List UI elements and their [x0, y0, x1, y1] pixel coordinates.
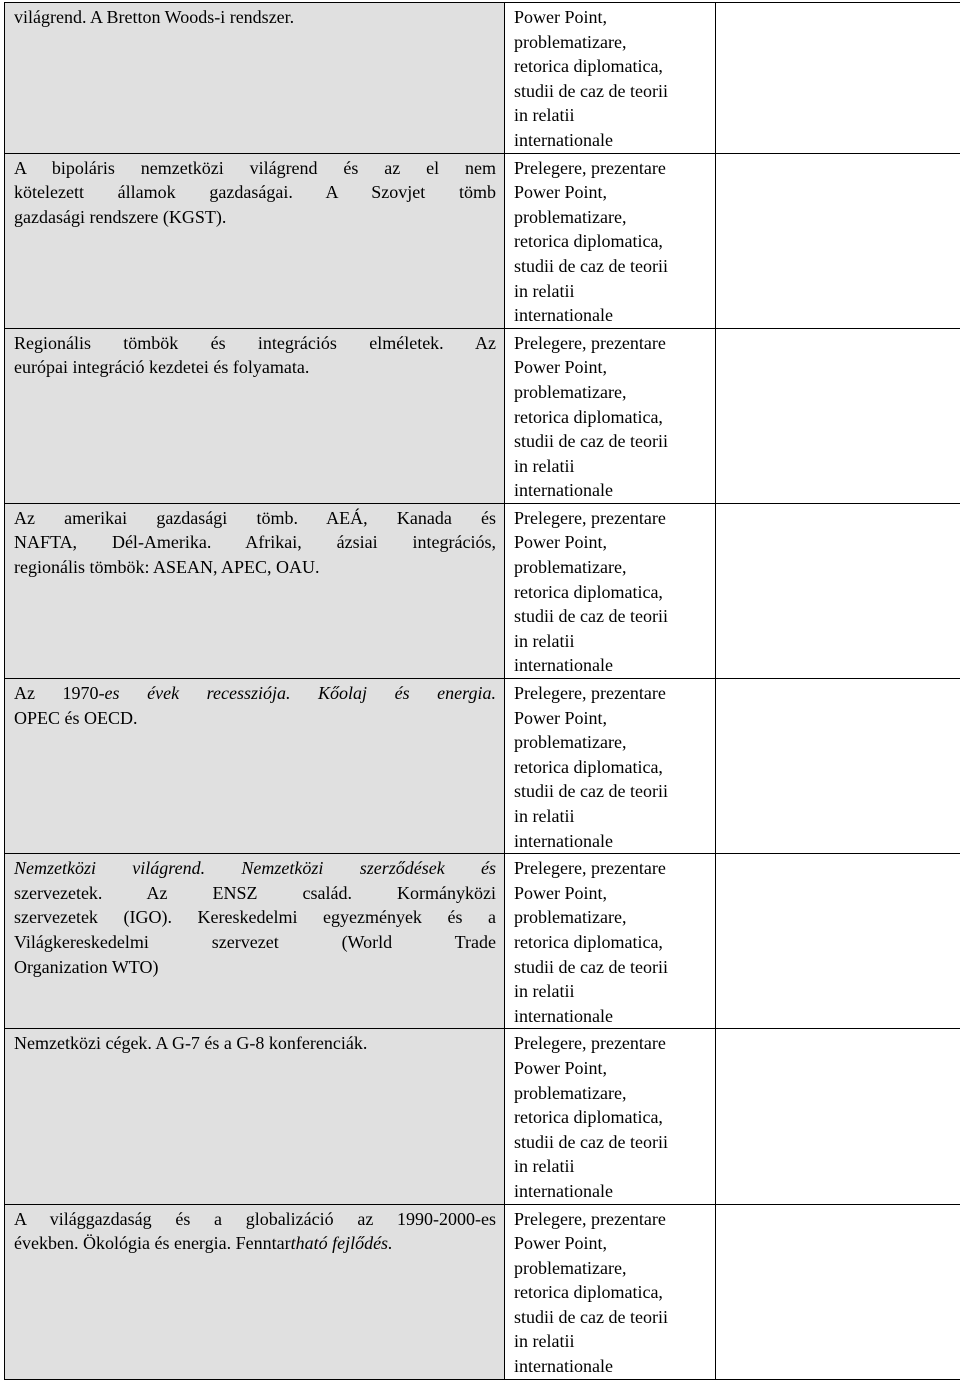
topic-cell	[5, 328, 505, 503]
method-line: in relatii	[514, 1329, 707, 1354]
method-line: studii de caz de teorii	[514, 1130, 707, 1155]
method-line: Power Point,	[514, 530, 707, 555]
method-line: retorica diplomatica,	[514, 405, 707, 430]
empty-cell	[716, 1029, 960, 1204]
topic-text: szervezetek. Az ENSZ család. Kormányközi	[14, 883, 496, 903]
empty-cell	[716, 1204, 960, 1379]
table-row	[5, 3, 960, 154]
table-row	[5, 1204, 960, 1379]
topic-line	[14, 205, 496, 230]
topic-line	[14, 555, 496, 580]
topic-text: A világgazdaság és a globalizáció az 1990-2000-es	[14, 1209, 496, 1229]
method-line: internationale	[514, 1179, 707, 1204]
topic-text: Organization WTO)	[14, 957, 158, 977]
method-line: studii de caz de teorii	[514, 254, 707, 279]
topic-line	[14, 1231, 496, 1256]
table-row	[5, 679, 960, 854]
course-table-body	[5, 3, 960, 1380]
method-line: Prelegere, prezentare	[514, 1207, 707, 1232]
topic-line	[14, 881, 496, 906]
topic-text: Az 1970	[14, 683, 99, 703]
method-line: Power Point,	[514, 180, 707, 205]
topic-line	[14, 355, 496, 380]
method-cell	[505, 679, 716, 854]
topic-cell	[5, 153, 505, 328]
method-line: retorica diplomatica,	[514, 930, 707, 955]
table-row	[5, 854, 960, 1029]
topic-text: A bipoláris nemzetközi világrend és az el nem	[14, 158, 496, 178]
empty-cell	[716, 153, 960, 328]
method-line: problematizare,	[514, 730, 707, 755]
topic-text: kötelezett államok gazdaságai. A Szovjet tömb	[14, 182, 496, 202]
topic-cell	[5, 503, 505, 678]
method-line: problematizare,	[514, 555, 707, 580]
method-cell	[505, 503, 716, 678]
topic-cell	[5, 854, 505, 1029]
method-line: problematizare,	[514, 205, 707, 230]
method-cell	[505, 3, 716, 154]
method-line: internationale	[514, 478, 707, 503]
method-line: studii de caz de teorii	[514, 779, 707, 804]
topic-line	[14, 506, 496, 531]
topic-text: Nemzetközi cégek. A G-7 és a G-8 konferenciák.	[14, 1033, 367, 1053]
topic-line	[14, 905, 496, 930]
method-cell	[505, 1204, 716, 1379]
topic-text: NAFTA, Dél-Amerika. Afrikai, ázsiai integrációs,	[14, 532, 496, 552]
method-line: retorica diplomatica,	[514, 580, 707, 605]
method-line: in relatii	[514, 804, 707, 829]
method-line: internationale	[514, 653, 707, 678]
method-line: Power Point,	[514, 881, 707, 906]
method-line: studii de caz de teorii	[514, 604, 707, 629]
method-cell	[505, 328, 716, 503]
course-table	[4, 2, 960, 1380]
method-line: problematizare,	[514, 1081, 707, 1106]
topic-text: Világkereskedelmi szervezet (World Trade	[14, 932, 496, 952]
topic-line	[14, 530, 496, 555]
topic-text: Az amerikai gazdasági tömb. AEÁ, Kanada és	[14, 508, 496, 528]
topic-text: szervezetek (IGO). Kereskedelmi egyezmények és a	[14, 907, 496, 927]
topic-text: években. Ökológia és energia. Fenntar	[14, 1233, 291, 1253]
method-line: retorica diplomatica,	[514, 54, 707, 79]
method-line: studii de caz de teorii	[514, 1305, 707, 1330]
method-line: problematizare,	[514, 380, 707, 405]
topic-text: világrend. A Bretton Woods-i rendszer.	[14, 7, 294, 27]
method-line: Prelegere, prezentare	[514, 331, 707, 356]
topic-line	[14, 5, 496, 30]
empty-cell	[716, 503, 960, 678]
method-line: Prelegere, prezentare	[514, 1031, 707, 1056]
topic-text-italic: -es évek recessziója. Kőolaj és energia.	[99, 683, 496, 703]
method-line: Prelegere, prezentare	[514, 506, 707, 531]
table-row	[5, 1029, 960, 1204]
method-line: in relatii	[514, 454, 707, 479]
topic-cell	[5, 1029, 505, 1204]
topic-line	[14, 156, 496, 181]
topic-line	[14, 856, 496, 881]
method-line: internationale	[514, 1354, 707, 1379]
method-line: problematizare,	[514, 1256, 707, 1281]
method-line: Power Point,	[514, 1231, 707, 1256]
method-line: in relatii	[514, 979, 707, 1004]
method-line: Power Point,	[514, 706, 707, 731]
empty-cell	[716, 328, 960, 503]
topic-text: regionális tömbök: ASEAN, APEC, OAU.	[14, 557, 320, 577]
table-row	[5, 503, 960, 678]
topic-cell	[5, 679, 505, 854]
topic-line	[14, 930, 496, 955]
method-line: retorica diplomatica,	[514, 755, 707, 780]
method-line: retorica diplomatica,	[514, 1280, 707, 1305]
table-row	[5, 328, 960, 503]
method-line: internationale	[514, 303, 707, 328]
method-line: problematizare,	[514, 905, 707, 930]
topic-text: európai integráció kezdetei és folyamata.	[14, 357, 309, 377]
topic-text: gazdasági rendszere (KGST).	[14, 207, 226, 227]
method-cell	[505, 1029, 716, 1204]
empty-cell	[716, 854, 960, 1029]
topic-text: Regionális tömbök és integrációs elméletek. Az	[14, 333, 496, 353]
topic-line	[14, 1207, 496, 1232]
method-line: retorica diplomatica,	[514, 1105, 707, 1130]
topic-line	[14, 1031, 496, 1056]
topic-line	[14, 331, 496, 356]
method-line: studii de caz de teorii	[514, 429, 707, 454]
method-line: Power Point,	[514, 1056, 707, 1081]
method-cell	[505, 854, 716, 1029]
topic-cell	[5, 3, 505, 154]
topic-line	[14, 706, 496, 731]
method-line: Prelegere, prezentare	[514, 156, 707, 181]
method-line: Power Point,	[514, 5, 707, 30]
topic-text-italic: tható fejlődés.	[291, 1233, 393, 1253]
method-line: Power Point,	[514, 355, 707, 380]
method-line: in relatii	[514, 1154, 707, 1179]
method-line: problematizare,	[514, 30, 707, 55]
method-cell	[505, 153, 716, 328]
topic-line	[14, 955, 496, 980]
method-line: internationale	[514, 829, 707, 854]
empty-cell	[716, 3, 960, 154]
empty-cell	[716, 679, 960, 854]
topic-line	[14, 681, 496, 706]
method-line: Prelegere, prezentare	[514, 681, 707, 706]
topic-text-italic: Nemzetközi világrend. Nemzetközi szerződések és	[14, 858, 496, 878]
method-line: in relatii	[514, 103, 707, 128]
method-line: Prelegere, prezentare	[514, 856, 707, 881]
method-line: in relatii	[514, 279, 707, 304]
method-line: retorica diplomatica,	[514, 229, 707, 254]
topic-text: OPEC és OECD.	[14, 708, 138, 728]
topic-line	[14, 180, 496, 205]
table-row	[5, 153, 960, 328]
method-line: studii de caz de teorii	[514, 79, 707, 104]
method-line: in relatii	[514, 629, 707, 654]
method-line: internationale	[514, 128, 707, 153]
topic-cell	[5, 1204, 505, 1379]
method-line: studii de caz de teorii	[514, 955, 707, 980]
method-line: internationale	[514, 1004, 707, 1029]
